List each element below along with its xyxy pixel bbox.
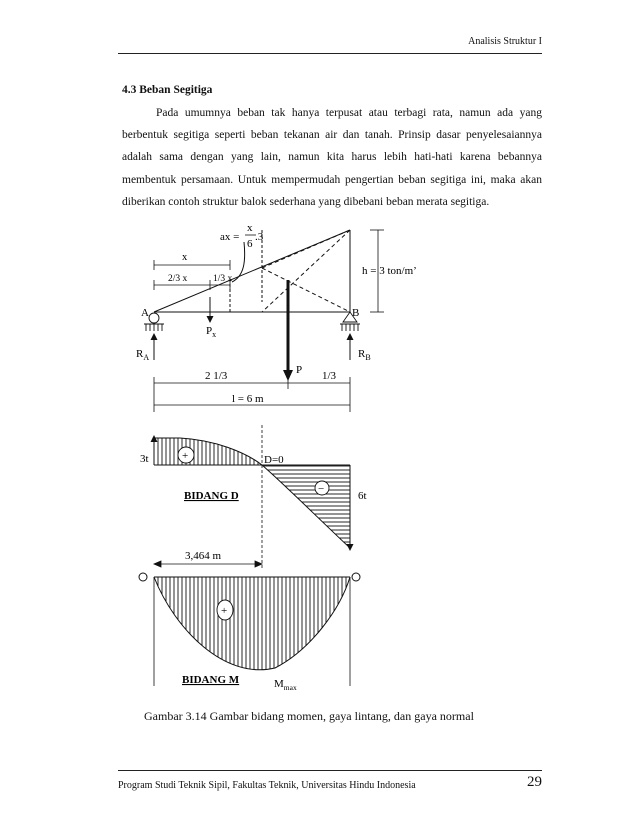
svg-text:x: x xyxy=(247,222,253,234)
mmax-label: $M_{max}$ xyxy=(274,678,297,692)
support-a-label: A xyxy=(141,307,149,319)
dim-left-label: 2 1/3 xyxy=(205,370,228,382)
figure-caption: Gambar 3.14 Gambar bidang momen, gaya lintang, dan gaya normal xyxy=(144,709,474,723)
shear-minus-sign: − xyxy=(318,483,325,495)
two-thirds-label: 2/3 x xyxy=(168,274,188,284)
px-label: $P_x$ xyxy=(206,325,217,339)
svg-text:6: 6 xyxy=(247,238,253,250)
page-number: 29 xyxy=(527,774,542,790)
shear-plus-sign: + xyxy=(182,450,189,462)
span-label: l = 6 m xyxy=(232,393,264,405)
shear-right-value: 6t xyxy=(358,490,367,502)
p-label: P xyxy=(296,364,303,376)
section-title: 4.3 Beban Segitiga xyxy=(122,84,213,96)
footer-rule xyxy=(118,770,542,771)
load-formula xyxy=(220,222,264,250)
moment-diagram xyxy=(139,573,360,686)
dim-right-label: 1/3 xyxy=(322,370,337,382)
height-label: h = 3 ton/m’ xyxy=(362,265,417,277)
svg-text:ax =: ax = xyxy=(220,231,240,243)
moment-plus-sign: + xyxy=(221,605,228,617)
reaction-a-label: $R_A$ xyxy=(136,348,150,362)
x-label: x xyxy=(182,252,188,263)
svg-text:.3: .3 xyxy=(255,231,264,243)
footer-text: Program Studi Teknik Sipil, Fakultas Teknik, Universitas Hindu Indonesia xyxy=(118,780,416,791)
zero-shear-dist-label: 3,464 m xyxy=(185,550,222,562)
reaction-b-label: $R_B$ xyxy=(358,348,371,362)
body-paragraph-text: Pada umumnya beban tak hanya terpusat atau terbagi rata, namun ada yang berbentuk segitiga seperti beban tekanan air dan tanah. Prinsip dasar penyelesaiannya adalah sama dengan yang lain, namun kita harus lebih hati-hati karena bebannya membentuk persamaan. Untuk mempermudah pengertian beban segitiga ini, maka akan diberikan contoh struktur balok sederhana yang dibebani beban merata segitiga. xyxy=(122,107,542,208)
shear-zero-label: D=0 xyxy=(264,454,284,466)
shear-title: BIDANG D xyxy=(184,490,239,502)
one-third-label: 1/3 x xyxy=(213,274,233,284)
running-header: Analisis Struktur I xyxy=(468,36,542,47)
moment-title: BIDANG M xyxy=(182,674,240,686)
shear-left-value: 3t xyxy=(140,453,149,465)
support-b-label: B xyxy=(352,307,360,319)
